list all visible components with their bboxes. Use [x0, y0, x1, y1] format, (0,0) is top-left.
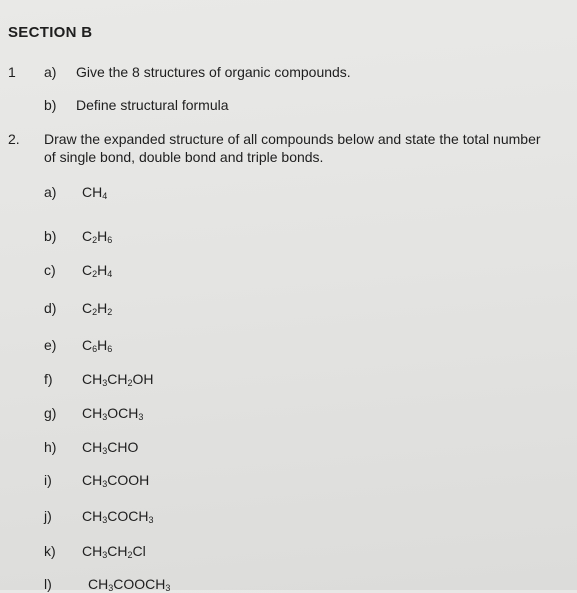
question-1b-letter: b)	[44, 97, 57, 113]
formula-subscript: 3	[165, 583, 171, 593]
compound-formula	[82, 472, 149, 488]
formula-atoms: C	[82, 337, 93, 353]
compound-formula	[82, 371, 154, 387]
compound-letter: j)	[44, 508, 52, 524]
formula-subscript: 6	[107, 344, 113, 354]
formula-subscript: 2	[127, 378, 133, 388]
question-1-number: 1	[8, 64, 16, 80]
formula-subscript: 6	[107, 235, 113, 245]
question-1b-text: Define structural formula	[76, 97, 229, 113]
formula-atoms: CH	[107, 371, 128, 387]
formula-atoms: OH	[132, 371, 154, 387]
formula-subscript: 3	[102, 446, 108, 456]
compound-formula	[82, 337, 112, 353]
compound-letter: f)	[44, 371, 53, 387]
formula-atoms: CH	[82, 184, 103, 200]
formula-atoms: H	[97, 337, 108, 353]
compound-formula	[82, 184, 107, 200]
question-1a-text: Give the 8 structures of organic compounds.	[76, 64, 351, 80]
formula-subscript: 2	[107, 307, 113, 317]
formula-subscript: 2	[92, 307, 98, 317]
formula-atoms: CHO	[107, 439, 139, 455]
compound-letter: h)	[44, 439, 57, 455]
formula-atoms: CH	[88, 576, 109, 592]
formula-atoms: CH	[82, 543, 103, 559]
formula-subscript: 4	[107, 269, 113, 279]
formula-atoms: C	[82, 262, 93, 278]
question-1a-letter: a)	[44, 64, 57, 80]
formula-atoms: COOH	[107, 472, 150, 488]
formula-atoms: CH	[82, 472, 103, 488]
question-2-text-line-1: Draw the expanded structure of all compounds below and state the total number	[44, 131, 541, 147]
formula-subscript: 3	[102, 412, 108, 422]
formula-subscript: 2	[92, 235, 98, 245]
compound-letter: i)	[44, 472, 52, 488]
compound-letter: c)	[44, 262, 56, 278]
question-2-text-line-2: of single bond, double bond and triple bonds.	[44, 149, 324, 165]
compound-formula	[82, 228, 112, 244]
formula-subscript: 3	[138, 412, 144, 422]
formula-atoms: COOCH	[113, 576, 166, 592]
formula-subscript: 3	[102, 515, 108, 525]
formula-atoms: OCH	[107, 405, 139, 421]
question-2-number: 2.	[8, 131, 20, 147]
compound-formula	[82, 439, 138, 455]
formula-atoms: CH	[82, 405, 103, 421]
formula-atoms: H	[97, 300, 108, 316]
compound-formula	[82, 543, 146, 559]
formula-atoms: H	[97, 262, 108, 278]
formula-subscript: 3	[102, 550, 108, 560]
formula-subscript: 3	[108, 583, 114, 593]
compound-letter: d)	[44, 300, 57, 316]
formula-subscript: 3	[102, 378, 108, 388]
section-title: SECTION B	[8, 24, 93, 41]
compound-formula	[82, 405, 143, 421]
formula-subscript: 4	[102, 191, 108, 201]
formula-atoms: Cl	[132, 543, 146, 559]
formula-atoms: COCH	[107, 508, 149, 524]
formula-atoms: H	[97, 228, 108, 244]
compound-letter: b)	[44, 228, 57, 244]
compound-letter: l)	[44, 576, 52, 592]
compound-letter: k)	[44, 543, 56, 559]
compound-letter: e)	[44, 337, 57, 353]
compound-formula	[82, 300, 112, 316]
formula-atoms: CH	[82, 371, 103, 387]
formula-atoms: CH	[82, 439, 103, 455]
formula-subscript: 3	[102, 479, 108, 489]
formula-atoms: C	[82, 300, 93, 316]
formula-atoms: C	[82, 228, 93, 244]
formula-atoms: CH	[107, 543, 128, 559]
compound-formula	[82, 262, 112, 278]
compound-letter: a)	[44, 184, 57, 200]
formula-subscript: 6	[92, 344, 98, 354]
formula-subscript: 2	[92, 269, 98, 279]
formula-subscript: 2	[127, 550, 133, 560]
formula-atoms: CH	[82, 508, 103, 524]
compound-letter: g)	[44, 405, 57, 421]
formula-subscript: 3	[148, 515, 154, 525]
compound-formula	[82, 508, 154, 524]
